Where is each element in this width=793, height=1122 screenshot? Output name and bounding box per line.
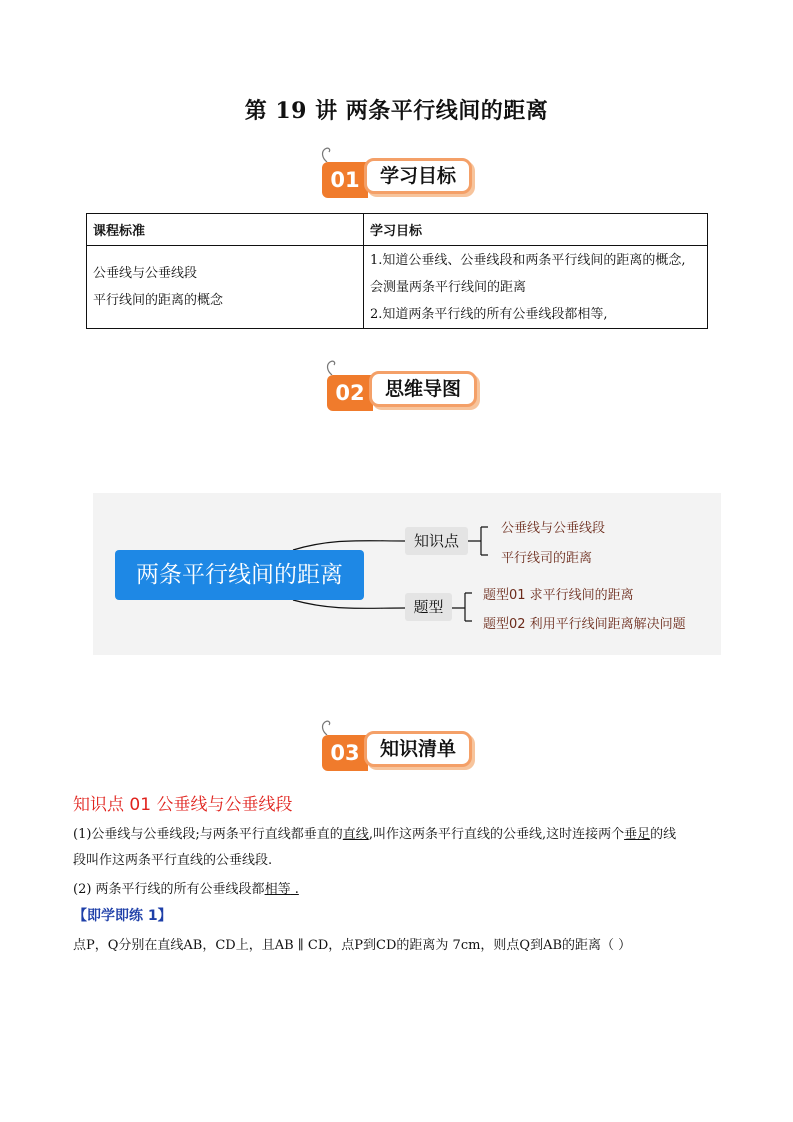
mind-map-leaf: 题型02 利用平行线间距离解决问题	[483, 617, 686, 632]
knowledge-point-title: 知识点 01 公垂线与公垂线段	[73, 795, 293, 815]
table-header: 课程标准	[87, 214, 364, 246]
section-badge-03	[322, 723, 474, 769]
mind-map-branch-knowledge: 知识点	[405, 527, 468, 555]
mind-map-leaf: 题型01 求平行线间的距离	[483, 588, 634, 603]
text-span: (1)公垂线与公垂线段;与两条平行直线都垂直的	[73, 827, 343, 842]
table-header: 学习目标	[364, 214, 708, 246]
learning-goals-table	[86, 213, 708, 329]
text-line: 段叫作这两条平行直线的公垂线段.	[73, 853, 273, 868]
table-cell-standard	[87, 246, 364, 329]
section-label: 学习目标	[364, 158, 472, 194]
goal-line: 1.知道公垂线、公垂线段和两条平行线间的距离的概念,	[370, 252, 686, 268]
text-span: 的线	[650, 827, 677, 842]
knowledge-paragraph-2	[73, 877, 723, 903]
vine-icon	[320, 719, 334, 735]
goal-line: 会测量两条平行线间的距离	[370, 279, 527, 295]
goal-line: 2.知道两条平行线的所有公垂线段都相等,	[370, 306, 608, 322]
standard-line: 公垂线与公垂线段	[93, 266, 198, 281]
page-title: 第 19 讲 两条平行线间的距离	[244, 98, 549, 124]
standard-line: 平行线间的距离的概念	[93, 293, 224, 308]
table-cell-goals	[364, 246, 708, 329]
mind-map-leaf: 平行线司的距离	[501, 551, 593, 566]
section-number: 01	[322, 162, 368, 198]
mind-map-root: 两条平行线间的距离	[115, 550, 364, 600]
mind-map	[93, 493, 721, 655]
text-span: (2) 两条平行线的所有公垂线段都	[73, 882, 265, 897]
answer-underlined: 垂足	[624, 827, 651, 842]
exercise-heading: 【即学即练 1】	[73, 908, 172, 924]
section-badge-02	[327, 363, 479, 409]
vine-icon	[325, 359, 339, 375]
section-number: 02	[327, 375, 373, 411]
exercise-question: 点P，Q分别在直线AB，CD上，且AB ∥ CD，点P到CD的距离为 7cm，则点Q到AB的距离（ ）	[73, 938, 632, 953]
section-label: 思维导图	[369, 371, 477, 407]
answer-underlined: 直线	[342, 827, 369, 842]
section-badge-01	[322, 150, 474, 196]
vine-icon	[320, 146, 334, 162]
section-label: 知识清单	[364, 731, 472, 767]
text-span: .	[290, 882, 299, 897]
answer-underlined: 相等	[264, 882, 291, 897]
knowledge-paragraph-1	[73, 822, 723, 874]
mind-map-leaf: 公垂线与公垂线段	[501, 521, 606, 536]
mind-map-branch-question-types: 题型	[405, 593, 452, 621]
section-number: 03	[322, 735, 368, 771]
text-span: ,叫作这两条平行直线的公垂线,这时连接两个	[368, 827, 625, 842]
